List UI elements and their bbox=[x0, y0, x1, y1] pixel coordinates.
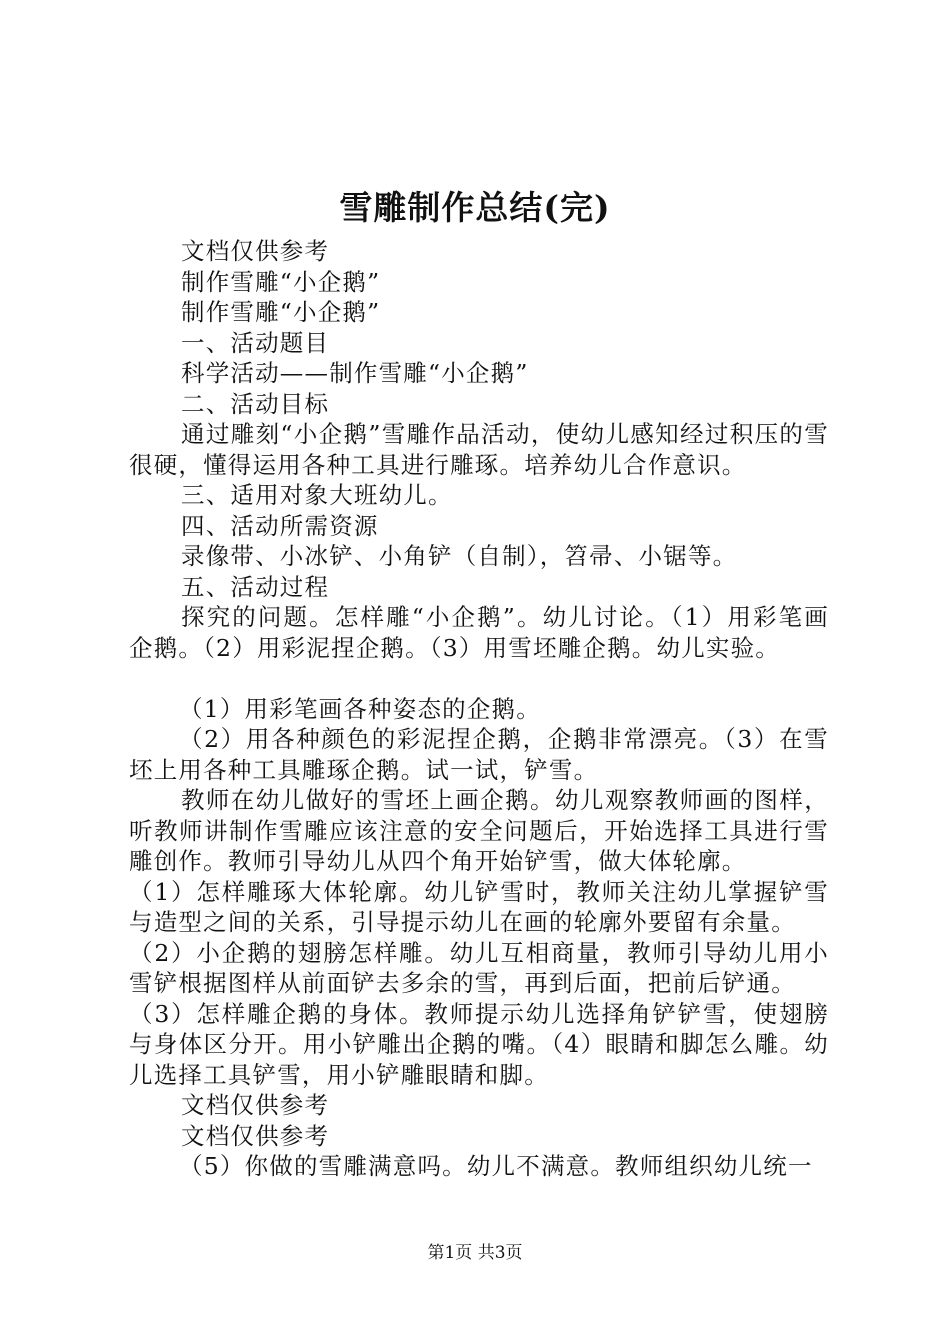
paragraph: （2）用各种颜色的彩泥捏企鹅，企鹅非常漂亮。（3）在雪坯上用各种工具雕琢企鹅。试一试，铲雪。 bbox=[129, 725, 829, 784]
section-heading: 二、活动目标 bbox=[181, 389, 330, 418]
paragraph: （1）用彩笔画各种姿态的企鹅。 bbox=[179, 694, 541, 723]
paragraph: （1）怎样雕琢大体轮廓。幼儿铲雪时，教师关注幼儿掌握铲雪与造型之间的关系，引导提示幼儿在画的轮廓外要留有余量。 bbox=[129, 877, 829, 936]
paragraph: 教师在幼儿做好的雪坯上画企鹅。幼儿观察教师画的图样，听教师讲制作雪雕应该注意的安全问题后，开始选择工具进行雪雕创作。教师引导幼儿从四个角开始铲雪，做大体轮廓。 bbox=[129, 786, 829, 875]
paragraph: （3）怎样雕企鹅的身体。教师提示幼儿选择角铲铲雪，使翅膀与身体区分开。用小铲雕出企鹅的嘴。（4）眼睛和脚怎么雕。幼儿选择工具铲雪，用小铲雕眼睛和脚。 bbox=[129, 999, 829, 1089]
document-title: 雪雕制作总结(完) bbox=[339, 188, 611, 227]
paragraph: 制作雪雕“小企鹅” bbox=[181, 298, 381, 326]
paragraph: 录像带、小冰铲、小角铲（自制），笤帚、小锯等。 bbox=[181, 542, 738, 570]
paragraph: 科学活动——制作雪雕“小企鹅” bbox=[181, 359, 529, 387]
paragraph: 文档仅供参考 bbox=[181, 237, 330, 265]
paragraph: （2）小企鹅的翅膀怎样雕。幼儿互相商量，教师引导幼儿用小雪铲根据图样从前面铲去多余的雪，再到后面，把前后铲通。 bbox=[129, 938, 829, 997]
paragraph: 通过雕刻“小企鹅”雪雕作品活动，使幼儿感知经过积压的雪很硬，懂得运用各种工具进行雕琢。培养幼儿合作意识。 bbox=[129, 420, 829, 479]
paragraph: （5）你做的雪雕满意吗。幼儿不满意。教师组织幼儿统一 bbox=[179, 1152, 813, 1180]
document-body bbox=[129, 236, 829, 1182]
paragraph: 探究的问题。怎样雕“小企鹅”。幼儿讨论。（1）用彩笔画企鹅。（2）用彩泥捏企鹅。（3）用雪坯雕企鹅。幼儿实验。 bbox=[129, 603, 829, 662]
paragraph: 文档仅供参考 bbox=[181, 1091, 330, 1119]
section-heading: 三、适用对象大班幼儿。 bbox=[181, 481, 453, 509]
section-heading: 四、活动所需资源 bbox=[181, 511, 379, 540]
section-heading: 五、活动过程 bbox=[181, 572, 330, 601]
section-heading: 一、活动题目 bbox=[181, 328, 330, 357]
paragraph: 制作雪雕“小企鹅” bbox=[181, 267, 381, 296]
paragraph: 文档仅供参考 bbox=[181, 1121, 330, 1150]
page-footer: 第1页 共3页 bbox=[427, 1243, 523, 1263]
